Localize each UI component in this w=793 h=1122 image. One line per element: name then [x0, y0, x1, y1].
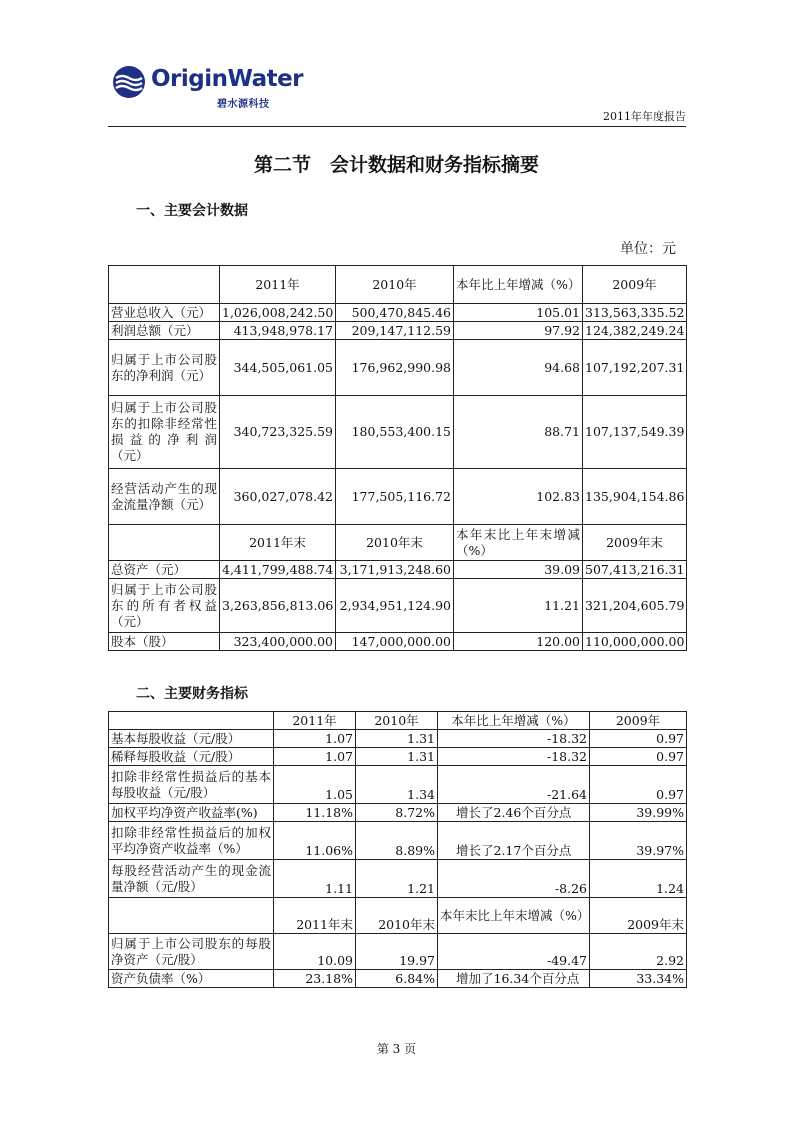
header-blank-cell	[109, 266, 220, 304]
value-cell: 增长了2.17个百分点	[438, 822, 590, 860]
table-row	[109, 748, 687, 766]
value-cell: 1.07	[274, 730, 356, 748]
table-row	[109, 469, 687, 525]
value-cell: 124,382,249.24	[583, 322, 687, 340]
row-label: 经营活动产生的现金流量净额（元）	[109, 469, 220, 525]
table-row	[109, 340, 687, 396]
value-cell: 360,027,078.42	[220, 469, 336, 525]
value-cell: 313,563,335.52	[583, 304, 687, 322]
value-cell: 147,000,000.00	[336, 633, 454, 651]
value-cell: 23.18%	[274, 970, 356, 988]
section-title: 第二节 会计数据和财务指标摘要	[253, 154, 539, 176]
row-label: 资产负债率（%）	[109, 970, 274, 988]
value-cell: 3,263,856,813.06	[220, 579, 336, 633]
value-cell: 11.18%	[274, 804, 356, 822]
column-header: 2009年末	[583, 525, 687, 561]
table-row	[109, 766, 687, 804]
column-header: 2009年末	[590, 898, 687, 934]
table-header-row	[109, 712, 687, 730]
table-row	[109, 561, 687, 579]
value-cell: 8.89%	[356, 822, 438, 860]
value-cell: 323,400,000.00	[220, 633, 336, 651]
value-cell: 1,026,008,242.50	[220, 304, 336, 322]
value-cell: 135,904,154.86	[583, 469, 687, 525]
value-cell: 33.34%	[590, 970, 687, 988]
value-cell: 2.92	[590, 934, 687, 970]
value-cell: 88.71	[454, 396, 583, 469]
value-cell: 39.09	[454, 561, 583, 579]
financial-indicators-table	[108, 711, 687, 988]
header-blank-cell	[109, 712, 274, 730]
table-row	[109, 579, 687, 633]
value-cell: 0.97	[590, 766, 687, 804]
value-cell: 8.72%	[356, 804, 438, 822]
column-header: 2011年末	[220, 525, 336, 561]
value-cell: -49.47	[438, 934, 590, 970]
value-cell: 344,505,061.05	[220, 340, 336, 396]
column-header: 2009年	[590, 712, 687, 730]
report-title: 2011年年度报告	[603, 110, 686, 123]
value-cell: 97.92	[454, 322, 583, 340]
value-cell: 11.21	[454, 579, 583, 633]
value-cell: 增加了16.34个百分点	[438, 970, 590, 988]
table-row	[109, 822, 687, 860]
column-header: 本年末比上年末增减（%）	[454, 525, 583, 561]
value-cell: 19.97	[356, 934, 438, 970]
row-label: 归属于上市公司股东的扣除非经常性损益的净利润（元）	[109, 396, 220, 469]
value-cell: 1.31	[356, 748, 438, 766]
column-header: 本年比上年增减（%）	[438, 712, 590, 730]
row-label: 利润总额（元）	[109, 322, 220, 340]
table-row	[109, 970, 687, 988]
column-header: 2011年末	[274, 898, 356, 934]
table-header-row	[109, 266, 687, 304]
value-cell: 39.99%	[590, 804, 687, 822]
accounting-data-table	[108, 265, 687, 651]
logo-wordmark: OriginWater	[151, 66, 304, 92]
row-label: 扣除非经常性损益后的基本每股收益（元/股）	[109, 766, 274, 804]
value-cell: 1.21	[356, 860, 438, 898]
value-cell: 110,000,000.00	[583, 633, 687, 651]
header-divider	[108, 126, 686, 127]
value-cell: 94.68	[454, 340, 583, 396]
column-header: 2011年	[274, 712, 356, 730]
value-cell: 105.01	[454, 304, 583, 322]
value-cell: 176,962,990.98	[336, 340, 454, 396]
value-cell: 107,192,207.31	[583, 340, 687, 396]
value-cell: 1.31	[356, 730, 438, 748]
row-label: 归属于上市公司股东的所有者权益（元）	[109, 579, 220, 633]
value-cell: 39.97%	[590, 822, 687, 860]
value-cell: 120.00	[454, 633, 583, 651]
table-header-row	[109, 525, 687, 561]
row-label: 基本每股收益（元/股）	[109, 730, 274, 748]
table-row	[109, 934, 687, 970]
value-cell: 1.11	[274, 860, 356, 898]
table-row	[109, 804, 687, 822]
value-cell: 209,147,112.59	[336, 322, 454, 340]
page-number: 第 3 页	[376, 1042, 417, 1056]
row-label: 股本（股）	[109, 633, 220, 651]
table-row	[109, 633, 687, 651]
column-header: 2010年末	[356, 898, 438, 934]
value-cell: -8.26	[438, 860, 590, 898]
value-cell: 1.07	[274, 748, 356, 766]
value-cell: 2,934,951,124.90	[336, 579, 454, 633]
row-label: 稀释每股收益（元/股）	[109, 748, 274, 766]
value-cell: 增长了2.46个百分点	[438, 804, 590, 822]
value-cell: -18.32	[438, 730, 590, 748]
value-cell: 1.24	[590, 860, 687, 898]
column-header: 2009年	[583, 266, 687, 304]
column-header: 2010年末	[336, 525, 454, 561]
value-cell: 507,413,216.31	[583, 561, 687, 579]
value-cell: 107,137,549.39	[583, 396, 687, 469]
column-header: 本年末比上年末增减（%）	[438, 898, 590, 934]
value-cell: 413,948,978.17	[220, 322, 336, 340]
table-row	[109, 304, 687, 322]
logo-subtitle: 碧水源科技	[217, 99, 270, 110]
value-cell: 4,411,799,488.74	[220, 561, 336, 579]
header-blank-cell	[109, 898, 274, 934]
table-row	[109, 730, 687, 748]
value-cell: 3,171,913,248.60	[336, 561, 454, 579]
row-label: 总资产（元）	[109, 561, 220, 579]
table-row	[109, 322, 687, 340]
value-cell: 177,505,116.72	[336, 469, 454, 525]
column-header: 2010年	[336, 266, 454, 304]
value-cell: -18.32	[438, 748, 590, 766]
value-cell: 10.09	[274, 934, 356, 970]
unit-label: 单位：元	[620, 241, 676, 257]
value-cell: 11.06%	[274, 822, 356, 860]
value-cell: 500,470,845.46	[336, 304, 454, 322]
value-cell: 6.84%	[356, 970, 438, 988]
value-cell: 102.83	[454, 469, 583, 525]
value-cell: 180,553,400.15	[336, 396, 454, 469]
table-row	[109, 860, 687, 898]
water-drop-icon	[113, 66, 145, 98]
table-header-row	[109, 898, 687, 934]
table-row	[109, 396, 687, 469]
row-label: 加权平均净资产收益率(%)	[109, 804, 274, 822]
row-label: 营业总收入（元）	[109, 304, 220, 322]
value-cell: 1.34	[356, 766, 438, 804]
column-header: 本年比上年增减（%）	[454, 266, 583, 304]
value-cell: 321,204,605.79	[583, 579, 687, 633]
row-label: 归属于上市公司股东的每股净资产（元/股）	[109, 934, 274, 970]
part2-heading: 二、主要财务指标	[136, 686, 248, 702]
part1-heading: 一、主要会计数据	[136, 203, 248, 219]
row-label: 每股经营活动产生的现金流量净额（元/股）	[109, 860, 274, 898]
value-cell: 1.05	[274, 766, 356, 804]
value-cell: 0.97	[590, 748, 687, 766]
column-header: 2010年	[356, 712, 438, 730]
company-logo	[113, 64, 304, 110]
row-label: 扣除非经常性损益后的加权平均净资产收益率（%）	[109, 822, 274, 860]
value-cell: 0.97	[590, 730, 687, 748]
value-cell: -21.64	[438, 766, 590, 804]
row-label: 归属于上市公司股东的净利润（元）	[109, 340, 220, 396]
column-header: 2011年	[220, 266, 336, 304]
value-cell: 340,723,325.59	[220, 396, 336, 469]
header-blank-cell	[109, 525, 220, 561]
